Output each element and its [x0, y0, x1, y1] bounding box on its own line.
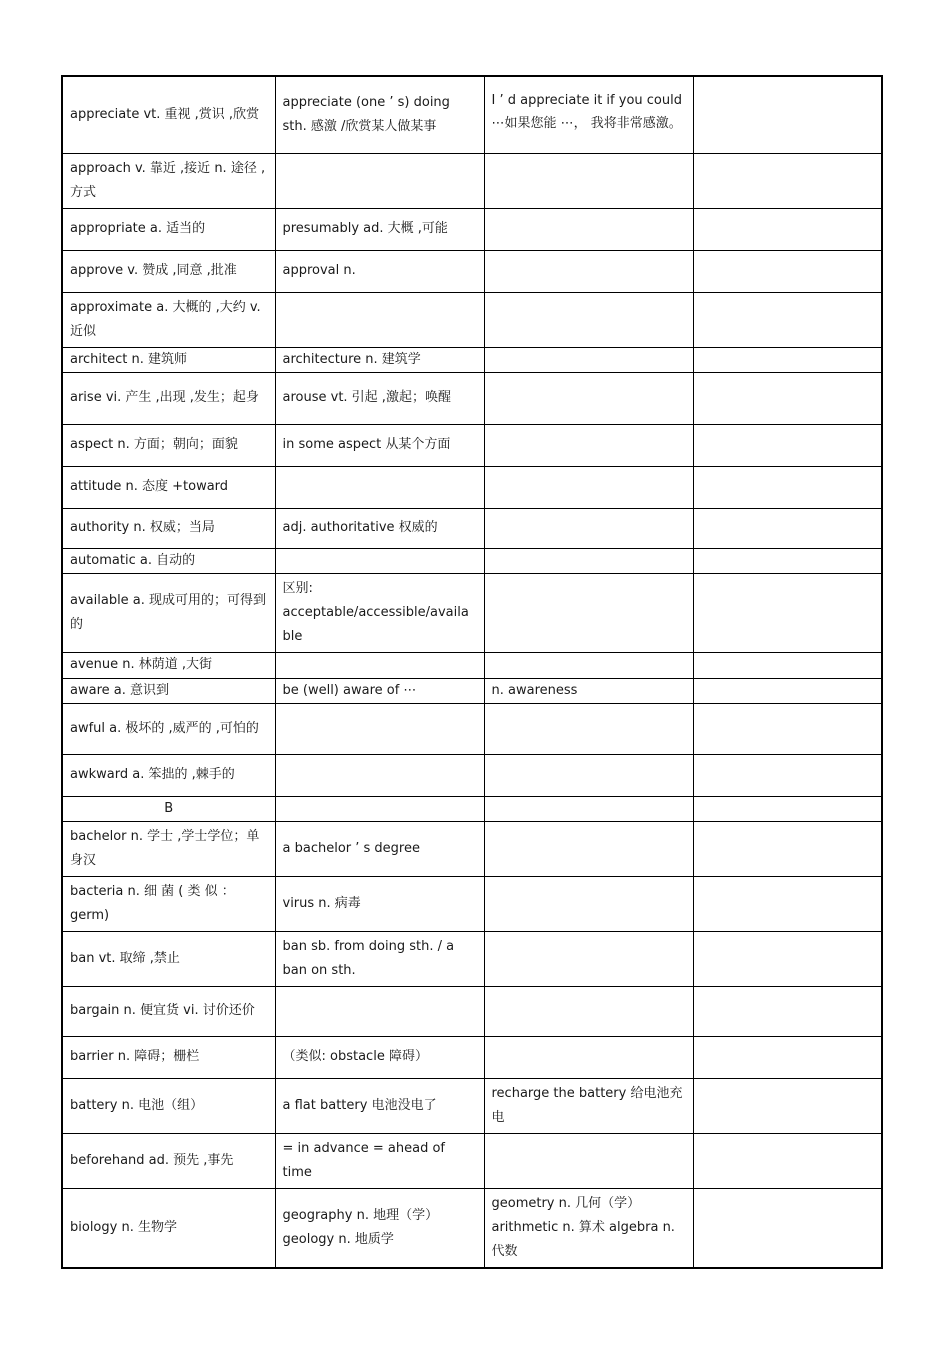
- term-cell: approach v. 靠近 ,接近 n. 途径 ,方式: [62, 153, 275, 208]
- extra-cell: [693, 250, 882, 292]
- extra-cell: [693, 931, 882, 986]
- extra-cell: [693, 652, 882, 678]
- term-cell: awful a. 极坏的 ,威严的 ,可怕的: [62, 703, 275, 754]
- extra-cell: [693, 754, 882, 796]
- table-row: [62, 652, 882, 678]
- note-cell: = in advance = ahead of time: [275, 1133, 484, 1188]
- note-cell: adj. authoritative 权威的: [275, 508, 484, 548]
- term-cell: approve v. 赞成 ,同意 ,批准: [62, 250, 275, 292]
- note-cell: （类似: obstacle 障碍）: [275, 1036, 484, 1078]
- term-cell: appreciate vt. 重视 ,赏识 ,欣赏: [62, 76, 275, 153]
- extra-cell: [693, 1188, 882, 1268]
- table-row: [62, 821, 882, 876]
- extra-cell: [693, 347, 882, 372]
- extra-cell: [693, 208, 882, 250]
- table-row: [62, 548, 882, 573]
- table-row: [62, 703, 882, 754]
- table-row: [62, 876, 882, 931]
- example-cell: [484, 796, 693, 821]
- extra-cell: [693, 424, 882, 466]
- extra-cell: [693, 1036, 882, 1078]
- example-cell: recharge the battery 给电池充电: [484, 1078, 693, 1133]
- term-cell: avenue n. 林荫道 ,大街: [62, 652, 275, 678]
- table-row: [62, 347, 882, 372]
- table-row: [62, 250, 882, 292]
- extra-cell: [693, 292, 882, 347]
- table-row: [62, 292, 882, 347]
- term-cell: bacteria n. 细 菌 ( 类 似 ： germ): [62, 876, 275, 931]
- note-cell: [275, 652, 484, 678]
- example-cell: [484, 424, 693, 466]
- note-cell: [275, 796, 484, 821]
- term-cell: attitude n. 态度 +toward: [62, 466, 275, 508]
- extra-cell: [693, 876, 882, 931]
- extra-cell: [693, 466, 882, 508]
- example-cell: [484, 153, 693, 208]
- example-cell: I ’ d appreciate it if you could ⋯如果您能 ⋯， 我将非常感激。: [484, 76, 693, 153]
- example-cell: [484, 986, 693, 1036]
- term-cell: battery n. 电池（组）: [62, 1078, 275, 1133]
- example-cell: [484, 1036, 693, 1078]
- example-cell: [484, 347, 693, 372]
- table-row: [62, 424, 882, 466]
- table-row: [62, 573, 882, 652]
- vocabulary-table: [61, 75, 883, 1269]
- example-cell: [484, 931, 693, 986]
- note-cell: a flat battery 电池没电了: [275, 1078, 484, 1133]
- example-cell: geometry n. 几何（学） arithmetic n. 算术 algebra n. 代数: [484, 1188, 693, 1268]
- note-cell: presumably ad. 大概 ,可能: [275, 208, 484, 250]
- term-cell: ban vt. 取缔 ,禁止: [62, 931, 275, 986]
- example-cell: [484, 876, 693, 931]
- note-cell: a bachelor ’ s degree: [275, 821, 484, 876]
- term-cell: barrier n. 障碍；栅栏: [62, 1036, 275, 1078]
- table-row: [62, 208, 882, 250]
- note-cell: [275, 292, 484, 347]
- table-row: [62, 1188, 882, 1268]
- note-cell: virus n. 病毒: [275, 876, 484, 931]
- note-cell: ban sb. from doing sth. / a ban on sth.: [275, 931, 484, 986]
- term-cell: available a. 现成可用的；可得到的: [62, 573, 275, 652]
- term-cell: architect n. 建筑师: [62, 347, 275, 372]
- note-cell: [275, 466, 484, 508]
- table-row: [62, 1133, 882, 1188]
- example-cell: [484, 652, 693, 678]
- table-row: [62, 466, 882, 508]
- term-cell: beforehand ad. 预先 ,事先: [62, 1133, 275, 1188]
- table-row: [62, 678, 882, 703]
- table-row: [62, 1078, 882, 1133]
- table-row: [62, 986, 882, 1036]
- extra-cell: [693, 372, 882, 424]
- term-cell: bachelor n. 学士 ,学士学位；单身汉: [62, 821, 275, 876]
- term-cell: bargain n. 便宜货 vi. 讨价还价: [62, 986, 275, 1036]
- term-cell: aspect n. 方面；朝向；面貌: [62, 424, 275, 466]
- example-cell: [484, 754, 693, 796]
- example-cell: n. awareness: [484, 678, 693, 703]
- extra-cell: [693, 548, 882, 573]
- example-cell: [484, 821, 693, 876]
- term-cell: awkward a. 笨拙的 ,棘手的: [62, 754, 275, 796]
- example-cell: [484, 466, 693, 508]
- note-cell: [275, 703, 484, 754]
- extra-cell: [693, 573, 882, 652]
- extra-cell: [693, 153, 882, 208]
- note-cell: approval n.: [275, 250, 484, 292]
- note-cell: [275, 153, 484, 208]
- extra-cell: [693, 76, 882, 153]
- example-cell: [484, 548, 693, 573]
- example-cell: [484, 250, 693, 292]
- note-cell: in some aspect 从某个方面: [275, 424, 484, 466]
- example-cell: [484, 573, 693, 652]
- table-row: [62, 796, 882, 821]
- extra-cell: [693, 1078, 882, 1133]
- extra-cell: [693, 821, 882, 876]
- note-cell: appreciate (one ’ s) doing sth. 感激 /欣赏某人做某事: [275, 76, 484, 153]
- term-cell: approximate a. 大概的 ,大约 v. 近似: [62, 292, 275, 347]
- note-cell: 区别: acceptable/accessible/available: [275, 573, 484, 652]
- note-cell: [275, 986, 484, 1036]
- note-cell: arouse vt. 引起 ,激起；唤醒: [275, 372, 484, 424]
- table-row: [62, 1036, 882, 1078]
- example-cell: [484, 292, 693, 347]
- table-row: [62, 508, 882, 548]
- example-cell: [484, 1133, 693, 1188]
- term-cell: biology n. 生物学: [62, 1188, 275, 1268]
- extra-cell: [693, 703, 882, 754]
- extra-cell: [693, 678, 882, 703]
- extra-cell: [693, 986, 882, 1036]
- note-cell: be (well) aware of ⋯: [275, 678, 484, 703]
- table-row: [62, 931, 882, 986]
- term-cell: appropriate a. 适当的: [62, 208, 275, 250]
- example-cell: [484, 372, 693, 424]
- extra-cell: [693, 508, 882, 548]
- table-row: [62, 754, 882, 796]
- note-cell: [275, 548, 484, 573]
- term-cell: authority n. 权威；当局: [62, 508, 275, 548]
- section-letter: B: [62, 796, 275, 821]
- example-cell: [484, 508, 693, 548]
- table-row: [62, 153, 882, 208]
- term-cell: aware a. 意识到: [62, 678, 275, 703]
- example-cell: [484, 208, 693, 250]
- table-row: [62, 76, 882, 153]
- extra-cell: [693, 796, 882, 821]
- extra-cell: [693, 1133, 882, 1188]
- note-cell: architecture n. 建筑学: [275, 347, 484, 372]
- term-cell: arise vi. 产生 ,出现 ,发生；起身: [62, 372, 275, 424]
- note-cell: [275, 754, 484, 796]
- term-cell: automatic a. 自动的: [62, 548, 275, 573]
- note-cell: geography n. 地理（学） geology n. 地质学: [275, 1188, 484, 1268]
- example-cell: [484, 703, 693, 754]
- table-row: [62, 372, 882, 424]
